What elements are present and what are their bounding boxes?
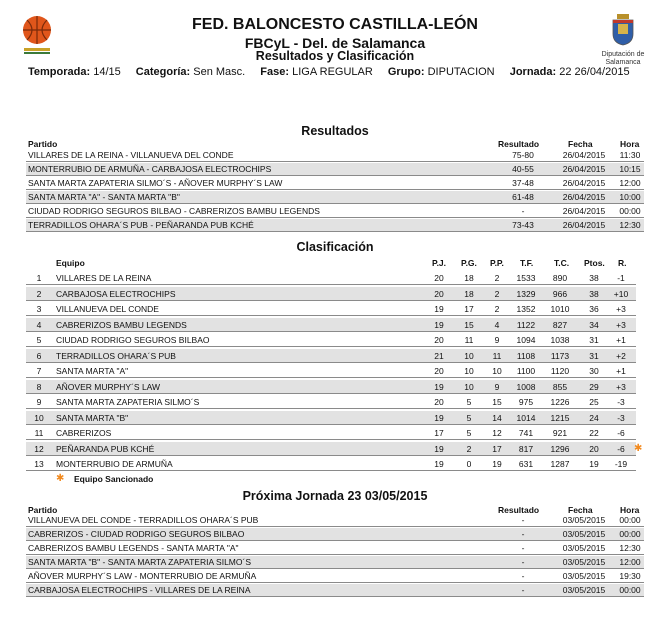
- standing-position: 11: [34, 428, 44, 438]
- standing-won: 2: [466, 443, 472, 454]
- standing-won: 5: [466, 428, 472, 438]
- sanction-legend-star-icon: ✱: [56, 473, 65, 484]
- standing-team: CABRERIZOS BAMBU LEGENDS: [56, 319, 187, 330]
- temporada-value: 14/15: [93, 66, 121, 78]
- standings-row: [26, 333, 636, 347]
- match-result: -: [521, 206, 525, 216]
- standing-won: 5: [466, 397, 472, 407]
- standing-team: VILLARES DE LA REINA: [56, 273, 152, 283]
- standing-played: 20: [434, 288, 444, 299]
- standing-points-against: 966: [552, 288, 568, 299]
- standing-r: +3: [616, 381, 626, 392]
- match-date: 03/05/2015: [562, 515, 606, 525]
- standing-played: 19: [434, 412, 444, 423]
- standing-points-against: 1215: [550, 412, 570, 423]
- standing-team: MONTERRUBIO DE ARMUÑA: [56, 459, 173, 469]
- match-result: 37-48: [512, 178, 534, 188]
- results-header-fecha: Fecha: [568, 139, 593, 149]
- standing-points-against: 1038: [550, 335, 570, 345]
- standing-lost: 2: [494, 288, 500, 299]
- match-time: 10:15: [619, 164, 641, 174]
- standings-row: [26, 271, 636, 285]
- match-time: 00:00: [619, 206, 641, 216]
- match-teams: AÑOVER MURPHY´S LAW - MONTERRUBIO DE ARMUÑA: [28, 571, 257, 581]
- match-date: 03/05/2015: [562, 571, 606, 581]
- standings-row: [26, 318, 636, 332]
- standing-points: 30: [589, 366, 599, 376]
- standing-points-against: 827: [552, 319, 568, 330]
- standing-team: TERRADILLOS OHARA´S PUB: [56, 350, 176, 361]
- standing-r: +10: [613, 288, 629, 299]
- match-teams: CABRERIZOS - CIUDAD RODRIGO SEGUROS BILBAO: [28, 529, 245, 539]
- fase-label: Fase:: [260, 66, 290, 78]
- standing-won: 18: [464, 288, 474, 299]
- categoria-label: Categoría:: [135, 66, 191, 78]
- next-round-title: Próxima Jornada 23 03/05/2015: [242, 489, 428, 503]
- standing-played: 19: [434, 459, 444, 469]
- standing-played: 20: [434, 397, 444, 407]
- standing-points-for: 1329: [516, 288, 536, 299]
- next-header-resultado: Resultado: [498, 505, 540, 515]
- standing-position: 13: [34, 459, 44, 469]
- match-date: 26/04/2015: [562, 150, 606, 160]
- standing-won: 10: [464, 366, 474, 376]
- section-title: Resultados y Clasificación: [255, 49, 415, 63]
- standing-played: 20: [434, 366, 444, 376]
- standing-points-for: 1094: [516, 335, 536, 345]
- match-result: -: [521, 543, 525, 553]
- match-teams: MONTERRUBIO DE ARMUÑA - CARBAJOSA ELECTROCHIPS: [28, 164, 272, 174]
- match-row: [26, 514, 644, 527]
- standings-header-pts: Ptos.: [584, 258, 605, 268]
- standing-points-for: 1352: [516, 304, 536, 314]
- standing-played: 21: [434, 350, 444, 361]
- sanction-legend: Equipo Sancionado: [74, 474, 154, 484]
- standing-r: -6: [617, 443, 625, 454]
- diputacion-logo: [598, 14, 648, 70]
- match-teams: VILLARES DE LA REINA - VILLANUEVA DEL CONDE: [28, 150, 234, 160]
- match-teams: TERRADILLOS OHARA´S PUB - PEÑARANDA PUB KCHÉ: [28, 220, 254, 230]
- sanction-star-icon: ✱: [634, 442, 643, 454]
- standing-team: SANTA MARTA "A": [56, 366, 129, 376]
- standing-points-for: 1014: [516, 412, 536, 423]
- temporada-label: Temporada:: [28, 66, 91, 78]
- match-time: 11:30: [619, 150, 641, 160]
- standing-r: +3: [616, 304, 626, 314]
- match-time: 19:30: [619, 571, 641, 581]
- standing-points-for: 1122: [516, 319, 536, 330]
- standings-header-pp: P.P.: [490, 258, 504, 268]
- standing-played: 20: [434, 273, 444, 283]
- standing-position: 3: [36, 304, 42, 314]
- standing-points-against: 855: [552, 381, 568, 392]
- standings-header-tc: T.C.: [554, 258, 570, 268]
- standing-r: -6: [617, 428, 625, 438]
- standing-position: 4: [36, 319, 42, 330]
- standings-row: [26, 302, 636, 316]
- standings-row: [26, 457, 636, 471]
- standing-points-against: 1226: [550, 397, 570, 407]
- jornada-label: Jornada:: [509, 66, 557, 78]
- standing-points: 29: [589, 381, 599, 392]
- standing-lost: 2: [494, 304, 500, 314]
- match-date: 03/05/2015: [562, 585, 606, 595]
- standing-won: 10: [464, 381, 474, 392]
- standing-team: SANTA MARTA ZAPATERIA SILMO´S: [56, 397, 200, 407]
- match-result: 75-80: [512, 150, 534, 160]
- standing-team: CARBAJOSA ELECTROCHIPS: [56, 288, 176, 299]
- standing-position: 2: [36, 288, 42, 299]
- categoria-value: Sen Masc.: [193, 66, 246, 78]
- match-date: 26/04/2015: [562, 206, 606, 216]
- standing-points-for: 817: [518, 443, 534, 454]
- standing-points-for: 975: [518, 397, 534, 407]
- standing-position: 12: [34, 443, 44, 454]
- standing-position: 9: [36, 397, 42, 407]
- standing-points-against: 921: [552, 428, 568, 438]
- standing-r: +1: [616, 335, 626, 345]
- match-row: [26, 542, 644, 555]
- match-row: [26, 191, 644, 204]
- standing-played: 19: [434, 443, 444, 454]
- standing-lost: 17: [492, 443, 502, 454]
- standings-row: [26, 395, 636, 409]
- standing-team: PEÑARANDA PUB KCHÉ: [56, 443, 155, 454]
- standing-won: 10: [464, 350, 474, 361]
- match-row: [26, 219, 644, 232]
- match-row: [26, 570, 644, 583]
- standing-r: +3: [616, 319, 626, 330]
- match-row: [26, 528, 644, 541]
- standing-points-against: 1173: [550, 350, 570, 361]
- match-row: [26, 149, 644, 162]
- standing-position: 6: [36, 350, 42, 361]
- grupo-label: Grupo:: [387, 66, 425, 78]
- match-teams: CARBAJOSA ELECTROCHIPS - VILLARES DE LA REINA: [28, 585, 251, 595]
- standing-points-for: 631: [518, 459, 534, 469]
- standing-lost: 9: [494, 381, 500, 392]
- match-result: -: [521, 585, 525, 595]
- standing-points: 31: [589, 350, 599, 361]
- match-date: 03/05/2015: [562, 529, 606, 539]
- next-header-partido: Partido: [28, 505, 58, 515]
- jornada-value: 22 26/04/2015: [559, 66, 630, 78]
- coat-of-arms-icon: [610, 14, 636, 46]
- standing-team: CIUDAD RODRIGO SEGUROS BILBAO: [56, 335, 210, 345]
- standing-team: AÑOVER MURPHY´S LAW: [56, 381, 161, 392]
- match-teams: SANTA MARTA ZAPATERIA SILMO´S - AÑOVER MURPHY´S LAW: [28, 178, 283, 188]
- standing-team: VILLANUEVA DEL CONDE: [56, 304, 159, 314]
- match-time: 00:00: [619, 585, 641, 595]
- standing-lost: 2: [494, 273, 500, 283]
- standing-points-against: 1296: [550, 443, 570, 454]
- standing-r: -3: [617, 412, 625, 423]
- standing-team: SANTA MARTA "B": [56, 412, 129, 423]
- standing-won: 11: [464, 335, 474, 345]
- standing-team: CABRERIZOS: [56, 428, 112, 438]
- standing-lost: 4: [494, 319, 500, 330]
- results-header-resultado: Resultado: [498, 139, 540, 149]
- match-teams: VILLANUEVA DEL CONDE - TERRADILLOS OHARA´S PUB: [28, 515, 259, 525]
- federation-title: FED. BALONCESTO CASTILLA-LEÓN: [192, 16, 478, 33]
- results-header-hora: Hora: [620, 139, 640, 149]
- report-header: [0, 0, 670, 82]
- standing-points: 36: [589, 304, 599, 314]
- standing-won: 5: [466, 412, 472, 423]
- standing-played: 17: [434, 428, 444, 438]
- standings-header-pj: P.J.: [432, 258, 447, 268]
- standing-won: 0: [466, 459, 472, 469]
- standing-points: 31: [589, 335, 599, 345]
- standings-header-pg: P.G.: [461, 258, 477, 268]
- standings-row: [26, 380, 636, 394]
- standing-played: 19: [434, 304, 444, 314]
- next-header-fecha: Fecha: [568, 505, 593, 515]
- match-row: [26, 177, 644, 190]
- standings-row: [26, 349, 636, 363]
- standing-r: -3: [617, 397, 625, 407]
- match-row: [26, 584, 644, 597]
- match-teams: CABRERIZOS BAMBU LEGENDS - SANTA MARTA "A": [28, 543, 239, 553]
- match-teams: CIUDAD RODRIGO SEGUROS BILBAO - CABRERIZOS BAMBU LEGENDS: [28, 206, 320, 216]
- standing-points-for: 1100: [516, 366, 536, 376]
- standing-won: 18: [464, 273, 474, 283]
- standing-points: 19: [589, 459, 599, 469]
- standing-points-for: 1008: [516, 381, 536, 392]
- filters-line: [28, 66, 630, 78]
- match-time: 10:00: [619, 192, 641, 202]
- standing-r: +1: [616, 366, 626, 376]
- standing-lost: 12: [492, 428, 502, 438]
- match-row: [26, 163, 644, 176]
- match-time: 00:00: [619, 515, 641, 525]
- standing-points: 25: [589, 397, 599, 407]
- standing-won: 17: [464, 304, 474, 314]
- standing-points: 38: [589, 288, 599, 299]
- match-result: -: [521, 515, 525, 525]
- match-result: -: [521, 571, 525, 581]
- standing-lost: 15: [492, 397, 502, 407]
- match-time: 12:30: [619, 220, 641, 230]
- standing-won: 15: [464, 319, 474, 330]
- standings-header-r: R.: [618, 258, 627, 268]
- results-header-partido: Partido: [28, 139, 58, 149]
- standing-points: 20: [589, 443, 599, 454]
- standings-header-equipo: Equipo: [56, 258, 85, 268]
- standing-position: 1: [36, 273, 42, 283]
- delegation-subtitle: FBCyL - Del. de Salamanca: [244, 35, 426, 51]
- standing-played: 19: [434, 381, 444, 392]
- match-teams: SANTA MARTA "A" - SANTA MARTA "B": [28, 192, 180, 202]
- match-date: 26/04/2015: [562, 164, 606, 174]
- standing-r: -19: [614, 459, 628, 469]
- next-header-hora: Hora: [620, 505, 640, 515]
- match-result: 73-43: [512, 220, 534, 230]
- match-time: 00:00: [619, 529, 641, 539]
- standing-position: 5: [36, 335, 42, 345]
- grupo-value: DIPUTACION: [427, 66, 495, 78]
- standing-points-against: 890: [552, 273, 568, 283]
- standings-title: Clasificación: [296, 240, 374, 254]
- standing-points-against: 1287: [550, 459, 570, 469]
- standing-lost: 11: [492, 350, 502, 361]
- match-time: 12:00: [619, 178, 641, 188]
- standing-position: 10: [34, 412, 44, 423]
- match-time: 12:30: [619, 543, 641, 553]
- standing-points-for: 741: [518, 428, 534, 438]
- match-date: 26/04/2015: [562, 178, 606, 188]
- standing-played: 19: [434, 319, 444, 330]
- standing-points: 24: [589, 412, 599, 423]
- match-date: 26/04/2015: [562, 192, 606, 202]
- match-row: [26, 556, 644, 569]
- match-result: 40-55: [512, 164, 534, 174]
- match-result: -: [521, 529, 525, 539]
- standing-position: 7: [36, 366, 42, 376]
- standing-points-against: 1010: [550, 304, 570, 314]
- standing-points: 34: [589, 319, 599, 330]
- match-time: 12:00: [619, 557, 641, 567]
- standing-lost: 19: [492, 459, 502, 469]
- standings-row: [26, 287, 636, 301]
- match-date: 03/05/2015: [562, 557, 606, 567]
- standing-played: 20: [434, 335, 444, 345]
- standing-lost: 14: [492, 412, 502, 423]
- standing-points: 22: [589, 428, 599, 438]
- standings-row: [26, 411, 636, 425]
- standings-row: [26, 442, 643, 456]
- standing-points-against: 1120: [550, 366, 570, 376]
- match-date: 26/04/2015: [562, 220, 606, 230]
- match-teams: SANTA MARTA "B" - SANTA MARTA ZAPATERIA SILMO´S: [28, 557, 251, 567]
- standings-row: [26, 364, 636, 378]
- standings-row: [26, 426, 636, 440]
- match-row: [26, 205, 644, 218]
- match-result: -: [521, 557, 525, 567]
- standing-points: 38: [589, 273, 599, 283]
- standing-r: +2: [616, 350, 626, 361]
- standings-header-tf: T.F.: [520, 258, 534, 268]
- standing-points-for: 1108: [516, 350, 536, 361]
- standing-lost: 10: [492, 366, 502, 376]
- standing-position: 8: [36, 381, 42, 392]
- diputacion-caption: Diputación de Salamanca: [601, 51, 645, 66]
- fase-value: LIGA REGULAR: [292, 66, 373, 78]
- match-date: 03/05/2015: [562, 543, 606, 553]
- standing-lost: 9: [494, 335, 500, 345]
- standing-points-for: 1533: [516, 273, 536, 283]
- standing-r: -1: [617, 273, 625, 283]
- match-result: 61-48: [512, 192, 534, 202]
- results-title: Resultados: [301, 124, 369, 138]
